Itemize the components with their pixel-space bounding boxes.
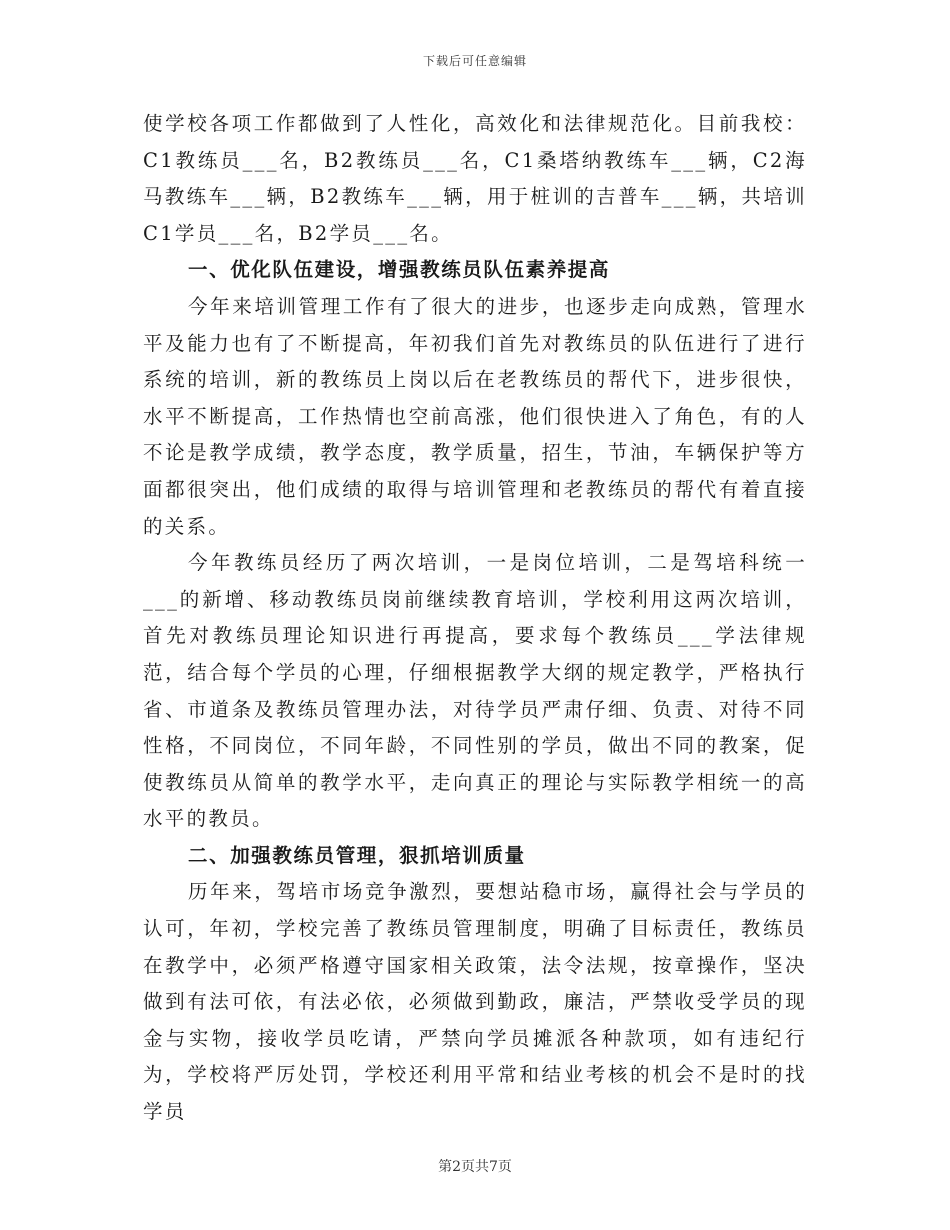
section-2-paragraph-1: 历年来，驾培市场竞争激烈，要想站稳市场，赢得社会与学员的认可，年初，学校完善了教练员管理制度，明确了目标责任，教练员在教学中，必须严格遵守国家相关政策，法令法规，按章操作，坚决做到有法可依，有法必依，必须做到勤政，廉洁，严禁收受学员的现金与实物，接收学员吃请，严禁向学员摊派各种款项，如有违纪行为，学校将严厉处罚，学校还利用平常和结业考核的机会不是时的找学员 (143, 880, 807, 1124)
section-heading-1: 一、优化队伍建设，增强教练员队伍素养提高 (188, 258, 611, 282)
section-heading-2: 二、加强教练员管理，狠抓培训质量 (188, 843, 526, 867)
intro-paragraph: 使学校各项工作都做到了人性化，高效化和法律规范化。目前我校：C1教练员___名，B2教练员___名，C1桑塔纳教练车___辆，C2海马教练车___辆，B2教练车___辆，用于桩训的吉普车___辆，共培训C1学员___名，B2学员___名。 (143, 112, 807, 245)
page-number-footer: 第2页共7页 (438, 1159, 512, 1175)
page-header-note: 下载后可任意编辑 (422, 54, 527, 68)
section-1-paragraph-2: 今年教练员经历了两次培训，一是岗位培训，二是驾培科统一___的新增、移动教练员岗前继续教育培训，学校利用这两次培训，首先对教练员理论知识进行再提高，要求每个教练员___学法律规范，结合每个学员的心理，仔细根据教学大纲的规定教学，严格执行省、市道条及教练员管理办法，对待学员严肃仔细、负责、对待不同性格，不同岗位，不同年龄，不同性别的学员，做出不同的教案，促使教练员从简单的教学水平，走向真正的理论与实际教学相统一的高水平的教员。 (143, 551, 807, 831)
document-body (143, 106, 807, 1131)
section-1-paragraph-1: 今年来培训管理工作有了很大的进步，也逐步走向成熟，管理水平及能力也有了不断提高，年初我们首先对教练员的队伍进行了进行系统的培训，新的教练员上岗以后在老教练员的帮代下，进步很快，水平不断提高，工作热情也空前高涨，他们很快进入了角色，有的人不论是教学成绩，教学态度，教学质量，招生，节油，车辆保护等方面都很突出，他们成绩的取得与培训管理和老教练员的帮代有着直接的关系。 (143, 294, 807, 538)
